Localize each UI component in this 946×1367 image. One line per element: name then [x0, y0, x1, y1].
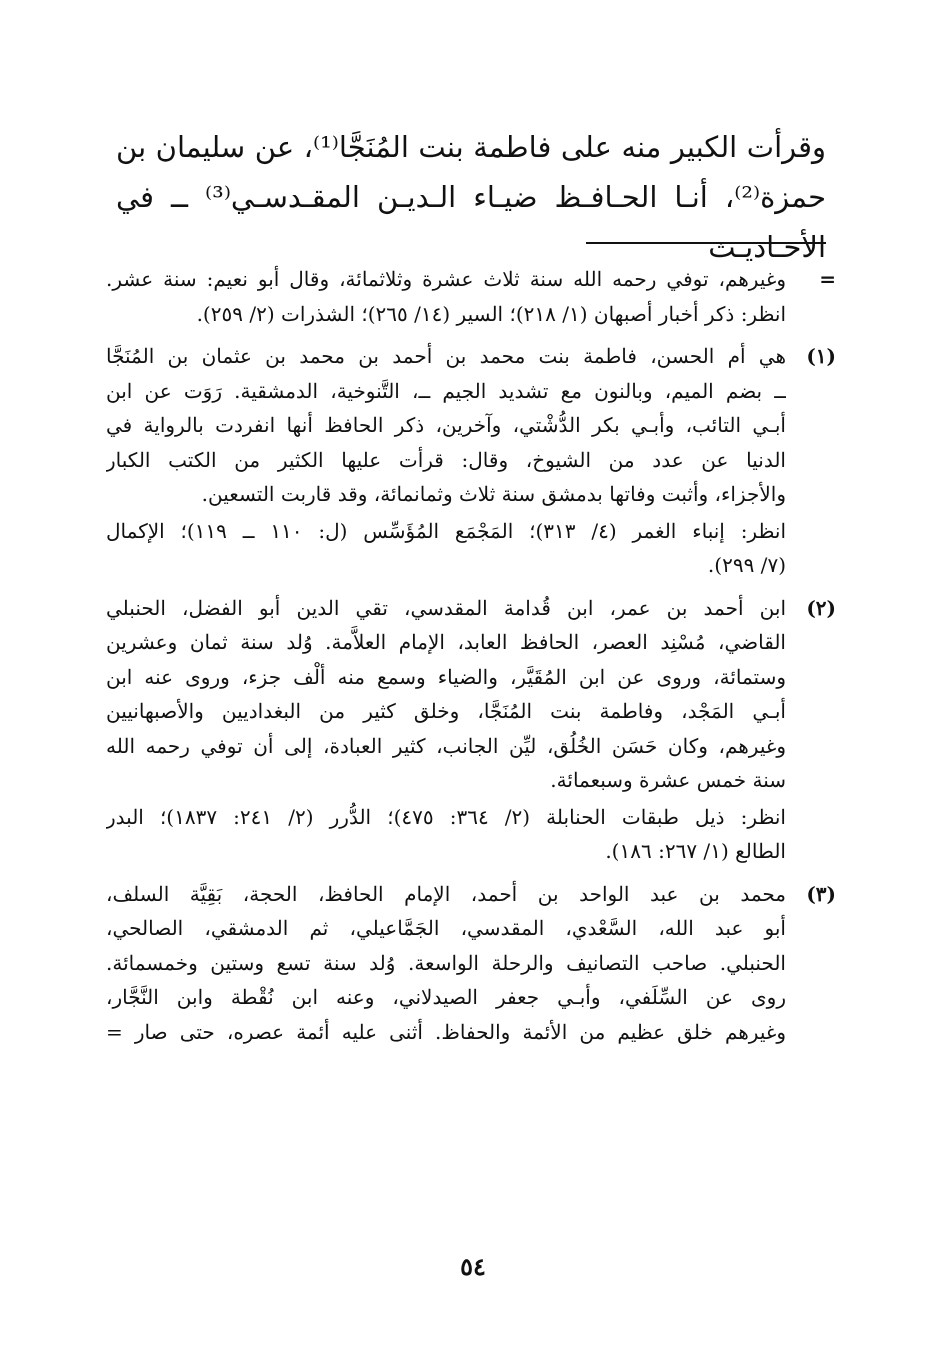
footnote-line: روى عن السِّلَفي، وأبـي جعفر الصيدلاني، وعنه ابن نُقْطة وابن النَّجَّار، — [106, 985, 786, 1009]
footnote-mark: = — [819, 267, 836, 291]
main-text-line: حمزة⁽²⁾، أنـا الحـافـظ ضيـاء الـديـن المقـدسـي⁽³⁾ ــ في الأحـاديـث — [116, 180, 826, 264]
footnote-line: الحنبلي. صاحب التصانيف والرحلة الواسعة. وُلد سنة تسع وستين وخمسمائة. — [106, 950, 786, 975]
footnote-mark: (٢) — [806, 595, 836, 620]
footnote-3 — [106, 877, 836, 1050]
footnote-line: وغيرهم خلق عظيم من الأئمة والحفاظ. أثنى عليه أئمة عصره، حتى صار = — [106, 1019, 786, 1044]
footnote-line: أبو عبد الله، السَّعْدي، المقدسي، الجَمَّاعيلي، ثم الدمشقي، الصالحي، — [106, 916, 786, 940]
footnote-line: وغيرهم، وكان حَسَن الخُلُق، ليِّن الجانب، كثير العبادة، إلى أن توفي رحمه الله — [106, 733, 786, 758]
footnotes — [106, 262, 836, 1057]
footnote-line: وستمائة، وروى عن ابن المُقَيَّر، والضياء وسمع منه ألْف جزء، وروى عنه ابن — [106, 664, 786, 689]
main-text — [116, 122, 826, 272]
main-text-line: وقرأت الكبير منه على فاطمة بنت المُنَجَّا⁽¹⁾، عن سليمان بن — [116, 130, 826, 164]
footnote-line: سنة خمس عشرة وسبعمائة. — [550, 768, 786, 792]
footnote-reference: (٧/ ٢٩٩). — [707, 553, 786, 577]
footnote-reference: الطالع (١/ ٢٦٧: ١٨٦). — [605, 839, 786, 863]
footnote-separator — [586, 242, 826, 244]
footnote-reference: انظر: إنباء الغمر (٤/ ٣١٣)؛ المَجْمَع المُؤَسِّس (ل: ١١٠ ــ ١١٩)؛ الإكمال — [106, 518, 786, 543]
footnote-line: وغيرهم، توفي رحمه الله سنة ثلاث عشرة وثلاثمائة، وقال أبو نعيم: سنة عشر. — [106, 267, 786, 291]
footnote-line: انظر: ذكر أخبار أصبهان (١/ ٢١٨)؛ السير (١٤/ ٢٦٥)؛ الشذرات (٢/ ٢٥٩). — [196, 301, 786, 326]
footnote-line: الدنيا عن عدد من الشيوخ، وقال: قرأت عليها الكثير من الكتب الكبار — [106, 447, 786, 472]
footnote-line: ــ بضم الميم، وبالنون مع تشديد الجيم ــ، التَّنوخية، الدمشقية. رَوَت عن ابن — [106, 378, 786, 403]
footnote-reference: انظر: ذيل طبقات الحنابلة (٢/ ٣٦٤: ٤٧٥)؛ الدُّرر (٢/ ٢٤١: ١٨٣٧)؛ البدر — [106, 804, 786, 829]
footnote-line: والأجزاء، وأثبت وفاتها بدمشق سنة ثلاث وثمانمائة، وقد قاربت التسعين. — [201, 482, 786, 506]
footnote-line: أبـي المَجْد، وفاطمة بنت المُنَجَّا، وخلق كثير من البغداديين والأصبهانيين — [106, 699, 786, 723]
footnote-line: هي أم الحسن، فاطمة بنت محمد بن أحمد بن محمد بن عثمان بن المُنَجَّا — [106, 344, 786, 368]
page-number: ٥٤ — [460, 1252, 486, 1281]
footnote-mark: (١) — [806, 344, 836, 368]
footnote-line: أبـي التائب، وأبـي بكر الدُّشْتي، وآخرين، ذكر الحافظ أنها انفردت بالرواية في — [106, 413, 786, 437]
footnote-1 — [106, 339, 836, 583]
footnote-line: القاضي، مُسْنِد العصر، الحافظ العابد، الإمام العلاَّمة. وُلد سنة ثمان وعشرين — [106, 630, 786, 654]
footnote-2 — [106, 591, 836, 869]
footnote-line: محمد بن عبد الواحد بن أحمد، الإمام الحافظ، الحجة، بَقِيَّة السلف، — [106, 881, 786, 906]
footnote-mark: (٣) — [806, 881, 836, 906]
footnote-continuation — [106, 262, 836, 331]
footnote-line: ابن أحمد بن عمر، ابن قُدامة المقدسي، تقي الدين أبو الفضل، الحنبلي — [106, 595, 786, 620]
